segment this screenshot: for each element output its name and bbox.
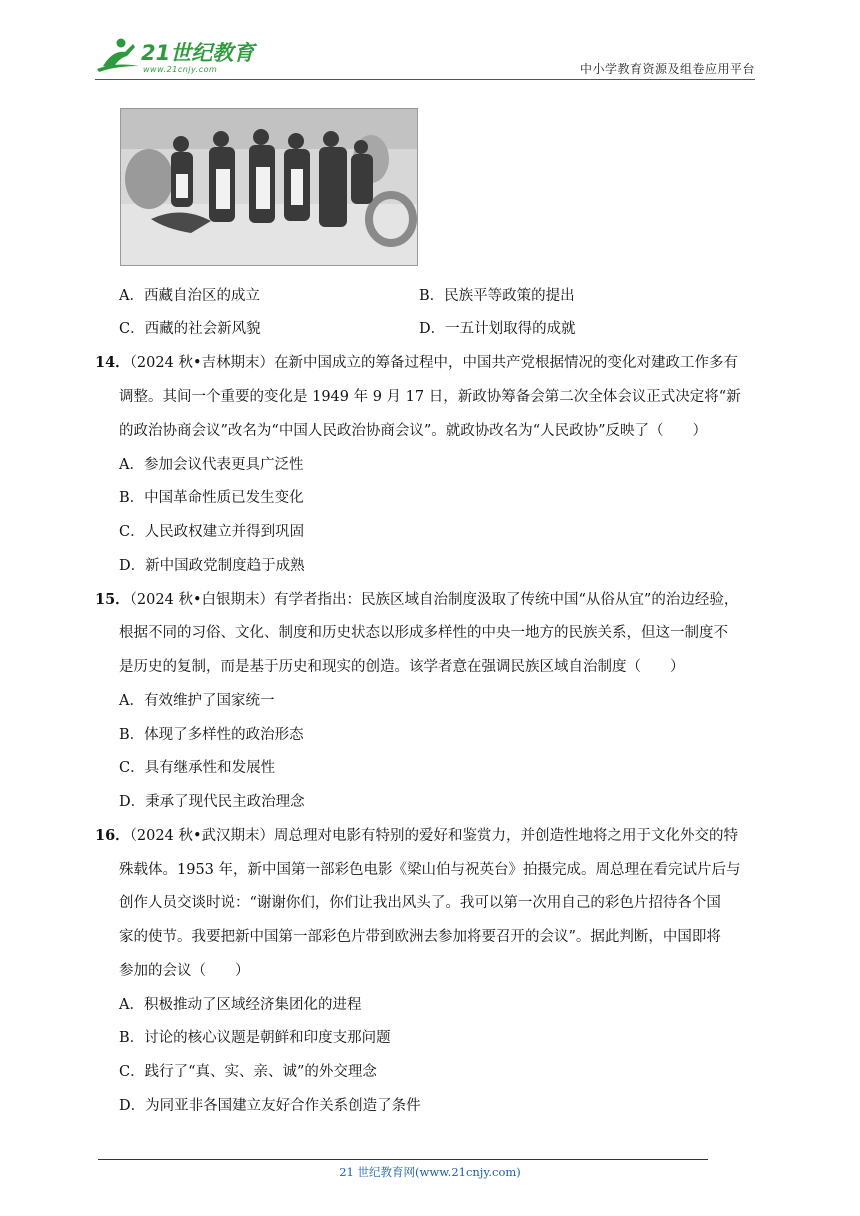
q14-number: 14． — [95, 354, 130, 371]
q15-stem-line-3: 是历史的复制，而是基于历史和现实的创造。该学者意在强调民族区域自治制度（ ） — [119, 659, 685, 675]
q16-option-a: A．积极推动了区域经济集团化的进程 — [119, 997, 362, 1013]
historical-photo — [120, 108, 418, 266]
q16-number: 16． — [95, 827, 130, 844]
site-logo — [95, 36, 265, 76]
q15-stem-line-1: 15．（2024 秋•白银期末）有学者指出：民族区域自治制度汲取了传统中国“从俗从宜”的治边经验， — [95, 591, 739, 608]
q13-option-a: A．西藏自治区的成立 — [119, 288, 260, 304]
footer-divider — [98, 1159, 708, 1160]
header-platform-name: 中小学教育资源及组卷应用平台 — [579, 62, 755, 76]
q13-option-c: C．西藏的社会新风貌 — [119, 321, 261, 337]
q16-stem-line-4: 家的使节。我要把新中国第一部彩色片带到欧洲去参加将要召开的会议”。据此判断，中国即将 — [119, 929, 721, 945]
q15-number: 15． — [95, 591, 130, 608]
q14-stem-line-3: 的政治协商会议”改名为“中国人民政治协商会议”。就政协改名为“人民政协”反映了（ ） — [119, 423, 708, 439]
q15-option-a: A．有效维护了国家统一 — [119, 693, 275, 709]
q16-option-d: D．为同亚非各国建立友好合作关系创造了条件 — [119, 1098, 421, 1114]
q14-stem-line-1: 14．（2024 秋•吉林期末）在新中国成立的筹备过程中，中国共产党根据情况的变化对建政工作多有 — [95, 354, 738, 371]
q14-option-d: D．新中国政党制度趋于成熟 — [119, 558, 305, 574]
q16-stem-line-1: 16．（2024 秋•武汉期末）周总理对电影有特别的爱好和鉴赏力，并创造性地将之用于文化外交的特 — [95, 827, 738, 844]
svg-text:21世纪教育: 21世纪教育 — [141, 41, 255, 65]
header-divider — [95, 79, 755, 80]
q15-option-c: C．具有继承性和发展性 — [119, 760, 276, 776]
q14-option-c: C．人民政权建立并得到巩固 — [119, 524, 305, 540]
q13-option-b: B．民族平等政策的提出 — [419, 288, 575, 304]
q15-option-b: B．体现了多样性的政治形态 — [119, 727, 304, 743]
page-header — [95, 34, 755, 80]
q15-option-d: D．秉承了现代民主政治理念 — [119, 794, 305, 810]
footer-site-link[interactable]: 21 世纪教育网(www.21cnjy.com) — [339, 1165, 521, 1179]
q16-stem-line-2: 殊载体。1953 年，新中国第一部彩色电影《梁山伯与祝英台》拍摄完成。周总理在看完试片后与 — [119, 862, 741, 878]
q16-stem-line-3: 创作人员交谈时说：“谢谢你们，你们让我出风头了。我可以第一次用自己的彩色片招待各个国 — [119, 895, 721, 911]
svg-text:www.21cnjy.com: www.21cnjy.com — [143, 65, 218, 74]
q14-option-a: A．参加会议代表更具广泛性 — [119, 457, 304, 473]
q14-stem-line-2: 调整。其间一个重要的变化是 1949 年 9 月 17 日，新政协筹备会第二次全体会议正式决定将“新 — [119, 389, 741, 405]
q15-stem-line-2: 根据不同的习俗、文化、制度和历史状态以形成多样性的中央一地方的民族关系，但这一制度不 — [119, 625, 728, 641]
q16-option-b: B．讨论的核心议题是朝鲜和印度支那问题 — [119, 1030, 391, 1046]
q13-option-d: D．一五计划取得的成就 — [419, 321, 576, 337]
q14-option-b: B．中国革命性质已发生变化 — [119, 490, 304, 506]
q16-option-c: C．践行了“真、实、亲、诚”的外交理念 — [119, 1064, 377, 1080]
q16-stem-line-5: 参加的会议（ ） — [119, 963, 250, 979]
